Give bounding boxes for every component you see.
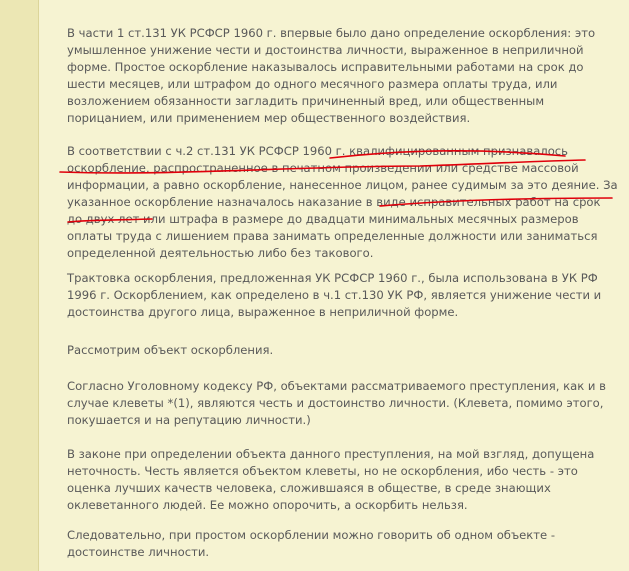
paragraph-3: Трактовка оскорбления, предложенная УК РСФСР 1960 г., была использована в УК РФ 1996 г. Оскорблением, как определено в ч.1 ст.130 УК РФ, является унижение чести и достоинства другого лица, выраженное в неприличной форме. [67,271,602,319]
paragraph-7: Следовательно, при простом оскорблении можно говорить об одном объекте - достоинстве личности. [67,528,556,559]
paragraph-1: В части 1 ст.131 УК РСФСР 1960 г. впервые было дано определение оскорбления: это умышленное унижение чести и достоинства личности, выраженное в неприличной форме. Простое оскорбление наказывалось исправительными работами на срок до шести месяцев, или штрафом до одного месячного размера оплаты труда, или возложением обязанности загладить причиненный вред, или общественным порицанием, или применением мер общественного воздействия. [67,26,596,125]
paragraph-2: В соответствии с ч.2 ст.131 УК РСФСР 1960 г. квалифицированным признавалось оскорбление, распространенное в печатном произведении или средстве массовой информации, а равно оскорбление, нанесенное лицом, ранее судимым за это деяние. За указанное оскорбление назначалось наказание в виде исправительных работ на срок до двух лет или штрафа в размере до двадцати минимальных месячных размеров оплаты труда с лишением права занимать определенные должности или заниматься определенной деятельностью либо без такового. [67,144,618,260]
left-frame-border [0,0,39,571]
paragraph-6: В законе при определении объекта данного преступления, на мой взгляд, допущена неточность. Честь является объектом клеветы, но не оскорбления, ибо честь - это оценка лучших качеств человека, сложившаяся в обществе, в среде знающих оклеветанного людей. Ее можно опорочить, а оскорбить нельзя. [67,447,595,512]
paragraph-5: Согласно Уголовному кодексу РФ, объектами рассматриваемого преступления, как и в случае клеветы *(1), являются честь и достоинство личности. (Клевета, помимо этого, покушается и на репутацию личности.) [67,379,606,427]
paragraph-4: Рассмотрим объект оскорбления. [67,343,274,357]
